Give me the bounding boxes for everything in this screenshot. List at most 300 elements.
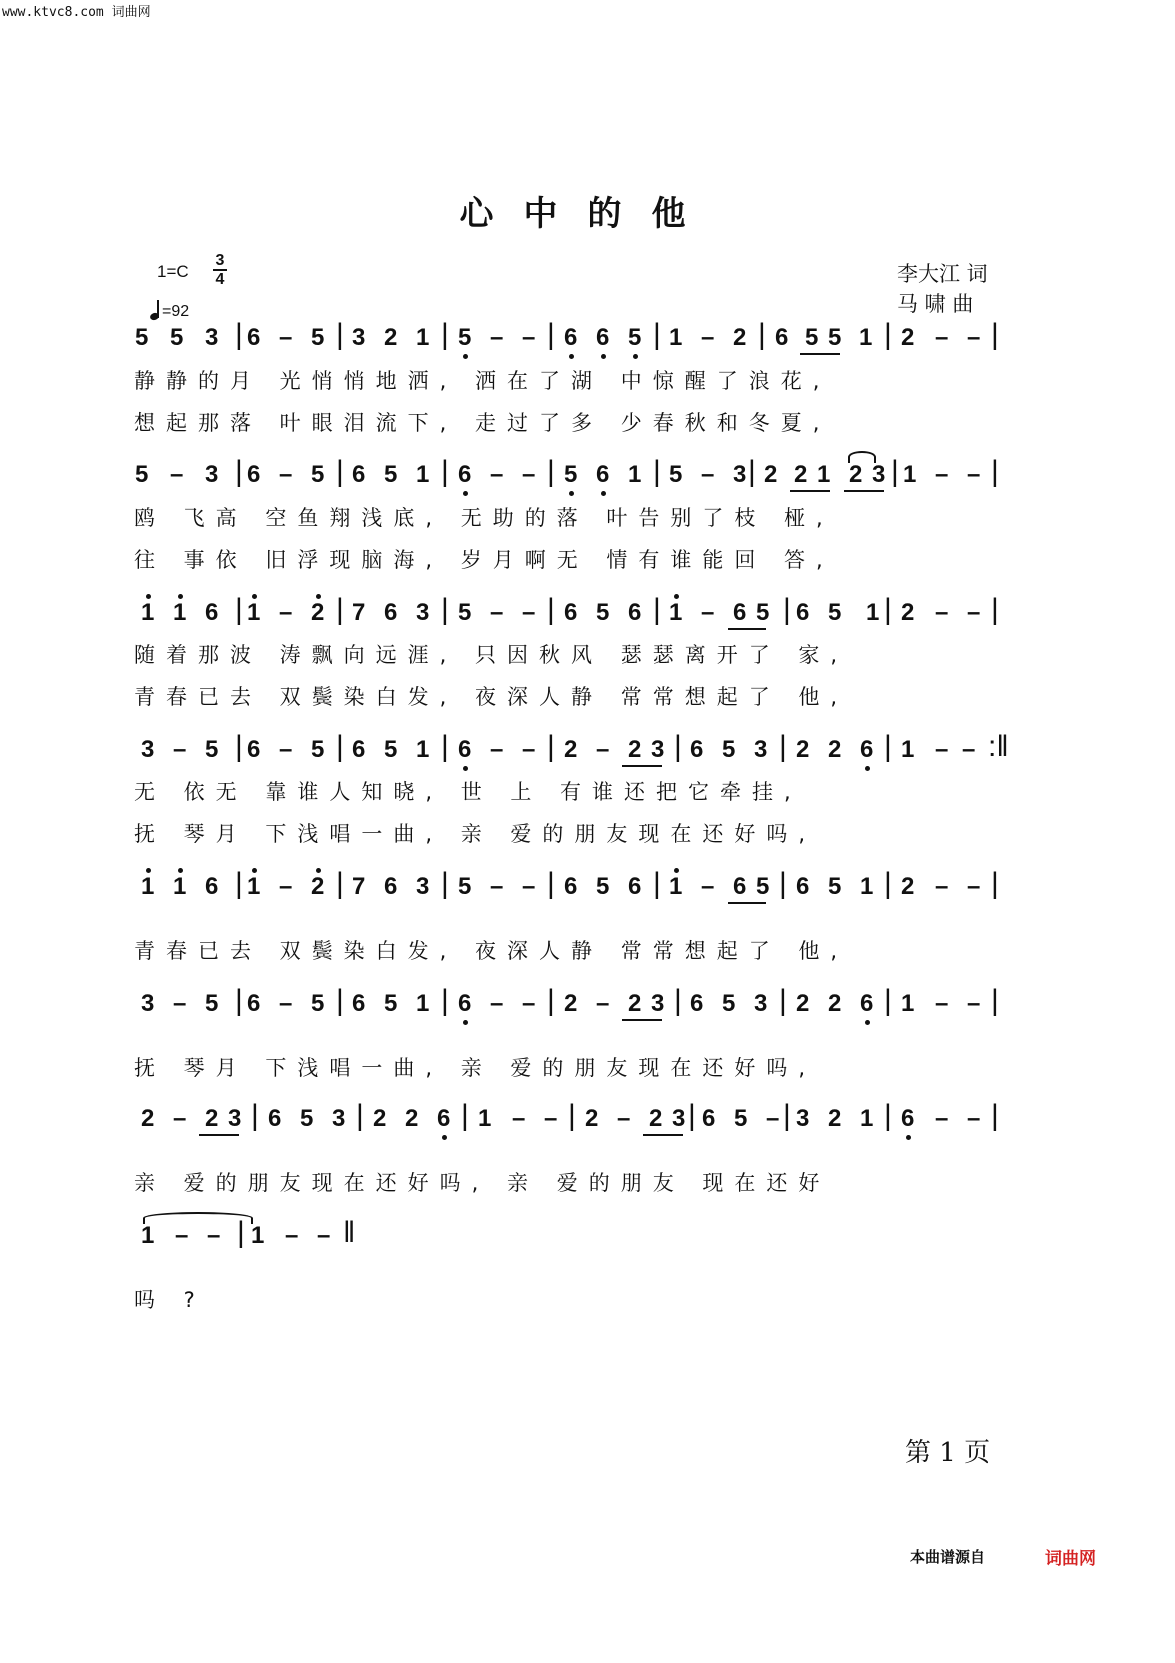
- note: 5: [596, 599, 610, 626]
- low-octave-dot: [463, 766, 468, 771]
- hold-dash: –: [522, 873, 536, 900]
- note: 6: [247, 324, 261, 351]
- hold-dash: –: [522, 990, 536, 1017]
- barline: |: [884, 867, 892, 900]
- hold-dash: –: [279, 461, 293, 488]
- hold-dash: –: [701, 873, 715, 900]
- barline: |: [235, 867, 243, 900]
- lyric-line: 青春已去 双鬓染白发, 夜深人静 常常想起了 他,: [134, 685, 849, 709]
- note: 5: [628, 323, 641, 353]
- note: 1: [669, 324, 683, 351]
- time-sig-top: 3: [215, 252, 225, 269]
- note: 5: [205, 736, 219, 763]
- barline: |: [235, 730, 243, 763]
- note: 1: [416, 461, 430, 488]
- tie-arc: [848, 451, 876, 463]
- lyric-line: 想起那落 叶眼泪流下, 走过了多 少春秋和冬夏,: [134, 411, 831, 435]
- note: 3: [205, 461, 219, 488]
- lyricist-credit: 李大江 词: [897, 262, 988, 286]
- note: 3: [796, 1105, 810, 1132]
- barline: |: [653, 455, 661, 488]
- low-octave-dot: [601, 491, 606, 496]
- hold-dash: –: [522, 736, 536, 763]
- high-octave-dot: [252, 868, 257, 873]
- lyric-line: 往 事依 旧浮现脑海, 岁月啊无 情有谁能回 答,: [134, 548, 834, 572]
- note: 1: [173, 872, 186, 902]
- note: 2: [796, 990, 810, 1017]
- lyric-line: 无 依无 靠谁人知晓, 世 上 有谁还把它牵挂,: [134, 780, 802, 804]
- lyric-line: 鸥 飞高 空鱼翔浅底, 无助的落 叶告别了枝 桠,: [134, 506, 834, 530]
- lyric-line: 静静的月 光悄悄地洒, 洒在了湖 中惊醒了浪花,: [134, 369, 831, 393]
- note: 6: [352, 736, 366, 763]
- note: 5: [596, 873, 610, 900]
- note: 5: [205, 990, 219, 1017]
- note: 2: [828, 1105, 842, 1132]
- eighth-note-underline: [800, 353, 840, 355]
- site-watermark: www.ktvc8.com 词曲网: [2, 5, 151, 20]
- note: 3: [205, 324, 219, 351]
- note: 1: [817, 461, 831, 488]
- note: 6: [628, 599, 642, 626]
- note: 2: [141, 1105, 155, 1132]
- note: 6: [247, 461, 261, 488]
- low-octave-dot: [463, 1020, 468, 1025]
- low-octave-dot: [601, 354, 606, 359]
- tempo-value: =92: [162, 303, 190, 320]
- hold-dash: –: [935, 599, 949, 626]
- hold-dash: –: [935, 873, 949, 900]
- hold-dash: –: [935, 736, 949, 763]
- hold-dash: –: [935, 1105, 949, 1132]
- note: 3: [416, 873, 430, 900]
- note: 2: [849, 461, 863, 488]
- eighth-note-underline: [728, 902, 766, 904]
- barline: |: [441, 730, 449, 763]
- hold-dash: –: [317, 1222, 331, 1249]
- low-octave-dot: [569, 491, 574, 496]
- notation-row: [0, 984, 1175, 1025]
- eighth-note-underline: [643, 1134, 683, 1136]
- barline: |: [653, 318, 661, 351]
- high-octave-dot: [674, 594, 679, 599]
- barline: |: [235, 318, 243, 351]
- high-octave-dot: [146, 594, 151, 599]
- hold-dash: –: [522, 599, 536, 626]
- hold-dash: –: [701, 324, 715, 351]
- eighth-note-underline: [622, 1019, 662, 1021]
- note: 5: [564, 460, 577, 490]
- note: 5: [722, 990, 736, 1017]
- note: 6: [458, 460, 471, 490]
- note: 5: [311, 736, 325, 763]
- note: 2: [628, 990, 642, 1017]
- note: 5: [734, 1105, 748, 1132]
- low-octave-dot: [865, 766, 870, 771]
- note: 5: [170, 324, 184, 351]
- barline: |: [779, 730, 787, 763]
- note: 5: [756, 873, 770, 900]
- note: 2: [828, 736, 842, 763]
- high-octave-dot: [146, 868, 151, 873]
- note: 6: [596, 460, 609, 490]
- hold-dash: –: [596, 736, 610, 763]
- hold-dash: –: [490, 461, 504, 488]
- note: 3: [733, 461, 747, 488]
- hold-dash: –: [617, 1105, 631, 1132]
- barline: |: [336, 867, 344, 900]
- high-octave-dot: [252, 594, 257, 599]
- note: 2: [828, 990, 842, 1017]
- note: 2: [901, 324, 915, 351]
- note: 6: [437, 1104, 450, 1134]
- barline: |: [884, 1099, 892, 1132]
- barline: |: [235, 455, 243, 488]
- note: 5: [384, 990, 398, 1017]
- note: 5: [828, 873, 842, 900]
- hold-dash: –: [173, 1105, 187, 1132]
- hold-dash: –: [279, 736, 293, 763]
- page-number: 第 1 页: [905, 1438, 991, 1468]
- note: 6: [690, 990, 704, 1017]
- hold-dash: –: [967, 324, 981, 351]
- note: 6: [564, 323, 577, 353]
- note: 1: [901, 990, 915, 1017]
- barline: |: [336, 984, 344, 1017]
- hold-dash: –: [173, 990, 187, 1017]
- hold-dash: –: [967, 873, 981, 900]
- barline: |: [235, 593, 243, 626]
- note: 1: [478, 1105, 492, 1132]
- note: 6: [796, 599, 810, 626]
- lyric-line: 吗 ?: [134, 1288, 206, 1312]
- note: 1: [901, 736, 915, 763]
- note: 6: [901, 1104, 914, 1134]
- note: 1: [416, 324, 430, 351]
- note: 1: [860, 1105, 874, 1132]
- note: 1: [669, 598, 682, 628]
- barline: |: [891, 455, 899, 488]
- note: 5: [828, 599, 842, 626]
- note: 6: [247, 990, 261, 1017]
- barline: |: [441, 318, 449, 351]
- eighth-note-underline: [790, 490, 830, 492]
- hold-dash: –: [935, 461, 949, 488]
- note: 1: [860, 873, 874, 900]
- note: 6: [860, 989, 873, 1019]
- barline: |: [783, 1099, 791, 1132]
- note: 3: [754, 736, 768, 763]
- note: 3: [228, 1105, 242, 1132]
- note: 6: [384, 873, 398, 900]
- barline: |: [758, 318, 766, 351]
- note: 5: [384, 461, 398, 488]
- note: 6: [702, 1105, 716, 1132]
- note: 5: [311, 324, 325, 351]
- barline: |: [991, 593, 999, 626]
- note: 6: [205, 873, 219, 900]
- hold-dash: –: [935, 324, 949, 351]
- eighth-note-underline: [199, 1134, 239, 1136]
- barline: |: [547, 984, 555, 1017]
- lyric-line: 抚 琴月 下浅唱一曲, 亲 爱的朋友现在还好吗,: [134, 1056, 817, 1080]
- barline: |: [461, 1099, 469, 1132]
- note: 5: [722, 736, 736, 763]
- note: 3: [754, 990, 768, 1017]
- barline: |: [884, 730, 892, 763]
- barline: |: [441, 984, 449, 1017]
- note: 6: [628, 873, 642, 900]
- note: 2: [628, 736, 642, 763]
- note: 6: [775, 324, 789, 351]
- barline: |: [547, 593, 555, 626]
- barline: |: [441, 455, 449, 488]
- barline: |: [356, 1099, 364, 1132]
- hold-dash: –: [279, 990, 293, 1017]
- hold-dash: –: [490, 873, 504, 900]
- note: 6: [352, 461, 366, 488]
- note: 5: [756, 599, 770, 626]
- note: 2: [901, 599, 915, 626]
- note: 1: [669, 872, 682, 902]
- barline: |: [547, 318, 555, 351]
- hold-dash: –: [766, 1105, 780, 1132]
- hold-dash: –: [967, 1105, 981, 1132]
- brand-logo: 词曲网: [1045, 1549, 1096, 1569]
- notation-row: [0, 593, 1175, 634]
- barline: |: [783, 593, 791, 626]
- note: 2: [794, 461, 808, 488]
- barline: |: [991, 1099, 999, 1132]
- song-title: 心中的他: [459, 194, 716, 234]
- note: 5: [458, 599, 472, 626]
- hold-dash: –: [962, 736, 976, 763]
- note: 7: [352, 873, 366, 900]
- note: 6: [596, 323, 609, 353]
- barline: |: [336, 593, 344, 626]
- barline: |: [884, 593, 892, 626]
- note: 1: [141, 598, 154, 628]
- note: 5: [135, 461, 149, 488]
- lyric-line: 青春已去 双鬓染白发, 夜深人静 常常想起了 他,: [134, 939, 849, 963]
- note: 2: [373, 1105, 387, 1132]
- note: 6: [458, 735, 471, 765]
- hold-dash: –: [596, 990, 610, 1017]
- note: 5: [828, 324, 842, 351]
- hold-dash: –: [207, 1222, 221, 1249]
- note: 1: [173, 598, 186, 628]
- barline: |: [884, 984, 892, 1017]
- note: 6: [733, 599, 747, 626]
- note: 3: [332, 1105, 346, 1132]
- eighth-note-underline: [844, 490, 884, 492]
- note: 2: [564, 990, 578, 1017]
- note: 3: [416, 599, 430, 626]
- note: 1: [141, 1222, 155, 1249]
- note: 6: [860, 735, 873, 765]
- barline: |: [653, 593, 661, 626]
- notation-row: [0, 318, 1175, 359]
- note: 1: [866, 599, 880, 626]
- note: 6: [564, 599, 578, 626]
- low-octave-dot: [442, 1135, 447, 1140]
- note: 2: [796, 736, 810, 763]
- note: 1: [416, 990, 430, 1017]
- low-octave-dot: [463, 491, 468, 496]
- hold-dash: –: [935, 990, 949, 1017]
- barline: |: [336, 730, 344, 763]
- note: 6: [458, 989, 471, 1019]
- notation-row: [0, 730, 1175, 771]
- barline: |: [653, 867, 661, 900]
- hold-dash: –: [701, 599, 715, 626]
- hold-dash: –: [173, 736, 187, 763]
- note: 1: [859, 324, 873, 351]
- barline: |: [441, 867, 449, 900]
- note: 3: [672, 1105, 686, 1132]
- barline: :‖: [988, 730, 1009, 763]
- eighth-note-underline: [622, 765, 662, 767]
- note: 6: [796, 873, 810, 900]
- low-octave-dot: [633, 354, 638, 359]
- note: 6: [733, 873, 747, 900]
- hold-dash: –: [170, 461, 184, 488]
- barline: |: [336, 318, 344, 351]
- note: 6: [247, 736, 261, 763]
- hold-dash: –: [967, 599, 981, 626]
- high-octave-dot: [674, 868, 679, 873]
- note: 3: [141, 736, 155, 763]
- note: 3: [141, 990, 155, 1017]
- source-label: 本曲谱源自: [910, 1548, 986, 1566]
- note: 3: [352, 324, 366, 351]
- hold-dash: –: [279, 873, 293, 900]
- low-octave-dot: [906, 1135, 911, 1140]
- low-octave-dot: [569, 354, 574, 359]
- note: 7: [352, 599, 366, 626]
- hold-dash: –: [522, 324, 536, 351]
- lyric-line: 抚 琴月 下浅唱一曲, 亲 爱的朋友现在还好吗,: [134, 822, 817, 846]
- note: 2: [564, 736, 578, 763]
- note: 2: [311, 872, 324, 902]
- note: 2: [901, 873, 915, 900]
- note: 1: [251, 1222, 265, 1249]
- tie-arc: [143, 1212, 253, 1224]
- hold-dash: –: [279, 324, 293, 351]
- hold-dash: –: [490, 736, 504, 763]
- barline: |: [991, 318, 999, 351]
- note: 2: [311, 598, 324, 628]
- barline: |: [991, 455, 999, 488]
- hold-dash: –: [512, 1105, 526, 1132]
- high-octave-dot: [316, 594, 321, 599]
- tempo-marking: [150, 300, 189, 321]
- notation-row: [0, 1099, 1175, 1140]
- hold-dash: –: [285, 1222, 299, 1249]
- notation-row: [0, 1216, 1175, 1257]
- note: 5: [311, 461, 325, 488]
- note: 5: [458, 873, 472, 900]
- barline: ‖: [343, 1216, 356, 1249]
- lyric-line: 随着那波 涛飘向远涯, 只因秋风 瑟瑟离开了 家,: [134, 643, 849, 667]
- note: 5: [805, 324, 819, 351]
- low-octave-dot: [463, 354, 468, 359]
- barline: |: [884, 318, 892, 351]
- note: 6: [352, 990, 366, 1017]
- barline: |: [441, 593, 449, 626]
- hold-dash: –: [967, 461, 981, 488]
- note: 3: [651, 990, 665, 1017]
- notation-row: [0, 455, 1175, 496]
- note: 6: [205, 599, 219, 626]
- hold-dash: –: [490, 324, 504, 351]
- note: 2: [205, 1105, 219, 1132]
- barline: |: [991, 867, 999, 900]
- hold-dash: –: [967, 990, 981, 1017]
- note: 3: [872, 461, 886, 488]
- barline: |: [748, 455, 756, 488]
- barline: |: [547, 730, 555, 763]
- quarter-note-icon: [150, 300, 160, 320]
- time-sig-bottom: 4: [215, 271, 225, 288]
- hold-dash: –: [544, 1105, 558, 1132]
- barline: |: [688, 1099, 696, 1132]
- high-octave-dot: [178, 594, 183, 599]
- note: 5: [300, 1105, 314, 1132]
- note: 6: [564, 873, 578, 900]
- barline: |: [547, 867, 555, 900]
- eighth-note-underline: [728, 628, 766, 630]
- note: 1: [903, 461, 917, 488]
- note: 5: [458, 323, 471, 353]
- note: 5: [135, 324, 149, 351]
- hold-dash: –: [490, 599, 504, 626]
- high-octave-dot: [316, 868, 321, 873]
- note: 6: [384, 599, 398, 626]
- barline: |: [991, 984, 999, 1017]
- note: 1: [247, 872, 260, 902]
- note: 2: [384, 324, 398, 351]
- barline: |: [674, 730, 682, 763]
- note: 2: [585, 1105, 599, 1132]
- barline: |: [547, 455, 555, 488]
- note: 1: [247, 598, 260, 628]
- composer-credit: 马 啸 曲: [897, 292, 974, 316]
- hold-dash: –: [701, 461, 715, 488]
- note: 6: [690, 736, 704, 763]
- lyric-line: 亲 爱的朋友现在还好吗, 亲 爱的朋友 现在还好: [134, 1171, 831, 1195]
- low-octave-dot: [865, 1020, 870, 1025]
- barline: |: [568, 1099, 576, 1132]
- hold-dash: –: [522, 461, 536, 488]
- note: 2: [733, 324, 747, 351]
- note: 6: [268, 1105, 282, 1132]
- note: 1: [141, 872, 154, 902]
- barline: |: [674, 984, 682, 1017]
- note: 2: [649, 1105, 663, 1132]
- notation-row: [0, 867, 1175, 908]
- barline: |: [235, 984, 243, 1017]
- barline: |: [779, 867, 787, 900]
- hold-dash: –: [175, 1222, 189, 1249]
- note: 5: [311, 990, 325, 1017]
- note: 2: [405, 1105, 419, 1132]
- note: 1: [628, 461, 642, 488]
- barline: |: [237, 1216, 245, 1249]
- hold-dash: –: [490, 990, 504, 1017]
- note: 3: [651, 736, 665, 763]
- barline: |: [336, 455, 344, 488]
- key-signature: 1=C: [157, 262, 189, 281]
